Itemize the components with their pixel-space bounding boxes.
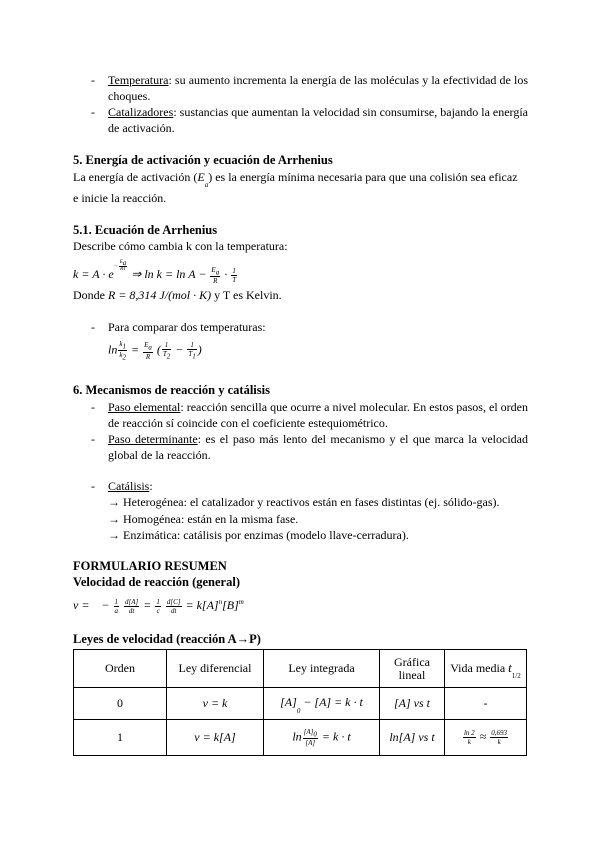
header-ley-integrada: Ley integrada: [264, 650, 380, 688]
two-temperature-equation: ln $\frac{k_1}{k_2}$ = $\frac{E_a}{R}$ ( $\frac{1}{T_2}$ − $\frac{1}{T_1}$ ): [108, 340, 202, 362]
table-header-row: [74, 650, 527, 688]
table-row: [74, 688, 527, 720]
text-catalisis: :: [149, 479, 153, 493]
term-paso-determinante: Paso determinante: [108, 432, 198, 446]
heading-sec51: 5.1. Ecuación de Arrhenius: [73, 223, 218, 237]
bullet-catalizadores: [108, 104, 528, 136]
term-catalizadores: Catalizadores: [108, 105, 174, 119]
table-row: [74, 720, 527, 756]
cell-graf-1: ln[A] vs t: [380, 720, 445, 756]
cell-int-0: $[A]_0 - [A] = k \cdot t$: [264, 688, 380, 720]
bullet-paso-elemental: [108, 399, 528, 431]
arrhenius-equation: $k = A \cdot e^{- \frac{E_a}{RT}}$ ⇒ ln k = ln A − $\frac{E_a}{R}$ · $\frac{1}{T}$: [73, 258, 237, 285]
term-paso-elemental: Paso elemental: [108, 400, 181, 414]
donde-text-a: Donde: [73, 288, 108, 302]
rate-laws-table: [73, 649, 527, 756]
subheading-general-rate: Velocidad de reacción (general): [73, 575, 240, 589]
catalisis-enzimatica: → Enzimática: catálisis por enzimas (modelo llave-cerradura).: [108, 528, 409, 542]
heading-summary: FORMULARIO RESUMEN: [73, 559, 227, 573]
text-catalizadores: : sustancias que aumentan la velocidad sin consumirse, bajando la energía de activación.: [108, 105, 528, 135]
cell-vida-0: -: [445, 688, 527, 720]
header-vida-media: Vida media $t_{1/2}$: [445, 650, 527, 688]
cell-int-1: ln $\frac{[A]_0}{[A]}$ = k · t: [264, 720, 380, 756]
vida-1-num: 0,693: [491, 729, 508, 737]
bullet-dash: -: [91, 105, 95, 119]
r-value: R = 8,314 J/(mol · K): [108, 288, 212, 302]
header-orden: Orden: [74, 650, 167, 688]
cell-dif-1: v = k[A]: [167, 720, 264, 756]
header-ley-diferencial: Ley diferencial: [167, 650, 264, 688]
bullet-compare: Para comparar dos temperaturas:: [108, 320, 266, 334]
ea-text-b: ) es la energía mínima necesaria para que una colisión sea eficaz: [208, 170, 518, 184]
catalisis-heterogenea: → Heterogénea: el catalizador y reactivos están en fases distintas (ej. sólido-gas).: [108, 495, 500, 509]
bullet-paso-determinante: [108, 431, 528, 463]
bullet-dash: -: [91, 400, 95, 414]
header-grafica-lineal: Gráfica lineal: [380, 650, 445, 688]
paragraph-arrhenius: Describe cómo cambia k con la temperatura:: [73, 239, 288, 253]
subheading-rate-laws: Leyes de velocidad (reacción A→P): [73, 632, 261, 646]
cell-orden-1: 1: [74, 720, 167, 756]
ea-symbol: $E_a$: [197, 170, 209, 190]
bullet-dash: -: [91, 432, 95, 446]
donde-text-b: y T es Kelvin.: [211, 288, 282, 302]
heading-sec5: 5. Energía de activación y ecuación de Arrhenius: [73, 153, 333, 167]
cell-orden-0: 0: [74, 688, 167, 720]
cell-dif-0: v = k: [167, 688, 264, 720]
bullet-dash: -: [91, 479, 95, 493]
int-1-post: = k · t: [318, 729, 351, 744]
text-paso-elemental: : reacción sencilla que ocurre a nivel molecular. En estos pasos, el orden de reacción sí coincide con el coeficiente estequiométrico.: [108, 400, 529, 430]
paragraph-ea-2: e inicie la reacción.: [73, 191, 167, 205]
term-temperatura: Temperatura: [108, 73, 169, 87]
ea-text-a: La energía de activación (: [73, 170, 198, 184]
general-rate-equation: v = − $\frac{1}{a}$ $\frac{d[A]}{dt}$ = $\frac{1}{c}$ $\frac{d[C]}{dt}$ = $k[A]^n[B]^m$: [73, 597, 244, 615]
text-paso-determinante: : es el paso más lento del mecanismo y el que marca la velocidad global de la reacción.: [108, 432, 528, 462]
bullet-dash: -: [91, 320, 95, 334]
paragraph-ea: [73, 169, 529, 190]
bullet-temperatura: [108, 72, 528, 104]
cell-vida-1: $\frac{\ln 2}{k}$ ≈ $\frac{0,693}{k}$: [445, 720, 527, 756]
catalisis-homogenea: → Homogénea: están en la misma fase.: [108, 512, 299, 526]
paragraph-donde: [73, 287, 529, 303]
text-temperatura: : su aumento incrementa la energía de las moléculas y la efectividad de los choques.: [108, 73, 528, 103]
cell-graf-0: [A] vs t: [380, 688, 445, 720]
heading-sec6: 6. Mecanismos de reacción y catálisis: [73, 383, 270, 397]
bullet-dash: -: [91, 73, 95, 87]
int-0-pre: [A]: [280, 695, 297, 710]
int-0-post: − [A] = k · t: [300, 695, 363, 710]
bullet-catalisis: [108, 478, 528, 494]
header-vida-media-text: Vida media: [450, 660, 506, 675]
term-catalisis: Catálisis: [108, 479, 150, 493]
